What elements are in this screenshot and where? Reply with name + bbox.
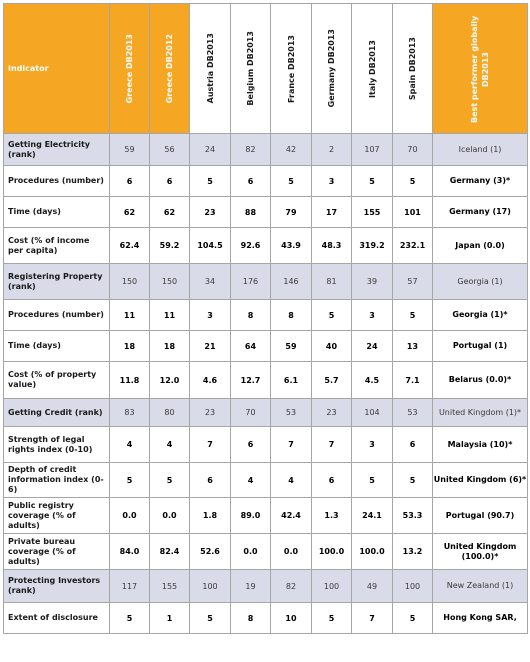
value-cell: 6.1 <box>271 362 312 399</box>
table-row <box>4 228 528 264</box>
value-cell: 70 <box>393 134 433 166</box>
value-cell: 6 <box>231 427 271 463</box>
value-cell: 8 <box>231 300 271 331</box>
indicator-label: Depth of credit information index (0-6) <box>4 463 110 498</box>
value-cell: 100 <box>312 570 352 603</box>
value-cell: 4 <box>271 463 312 498</box>
indicator-label: Procedures (number) <box>4 166 110 197</box>
value-cell: 24 <box>190 134 231 166</box>
value-cell: 146 <box>271 264 312 300</box>
value-cell: 92.6 <box>231 228 271 264</box>
value-cell: 59 <box>110 134 150 166</box>
value-cell: 7 <box>312 427 352 463</box>
value-cell: 4.6 <box>190 362 231 399</box>
category-row <box>4 264 528 300</box>
value-cell: 5 <box>312 300 352 331</box>
value-cell: 52.6 <box>190 534 231 570</box>
value-cell: 104.5 <box>190 228 231 264</box>
value-cell: 24.1 <box>352 498 393 534</box>
value-cell: 7 <box>271 427 312 463</box>
best-performer-cell: Germany (3)* <box>433 166 528 197</box>
value-cell: 5 <box>393 603 433 634</box>
indicator-label: Getting Electricity (rank) <box>4 134 110 166</box>
value-cell: 6 <box>190 463 231 498</box>
column-header-france <box>271 4 312 134</box>
value-cell: 59.2 <box>150 228 190 264</box>
value-cell: 1.3 <box>312 498 352 534</box>
column-header-best-performer <box>433 4 528 134</box>
value-cell: 6 <box>312 463 352 498</box>
column-header-label: Germany DB2013 <box>327 29 336 108</box>
value-cell: 56 <box>150 134 190 166</box>
value-cell: 83 <box>110 399 150 427</box>
value-cell: 150 <box>110 264 150 300</box>
value-cell: 5 <box>393 300 433 331</box>
column-header-label: France DB2013 <box>286 34 296 103</box>
table-row <box>4 300 528 331</box>
value-cell: 155 <box>352 197 393 228</box>
column-header-greece-2012 <box>150 4 190 134</box>
value-cell: 19 <box>231 570 271 603</box>
value-cell: 11 <box>110 300 150 331</box>
value-cell: 40 <box>312 331 352 362</box>
header-row <box>4 4 528 134</box>
value-cell: 117 <box>110 570 150 603</box>
column-header-label: Spain DB2013 <box>408 36 417 101</box>
indicator-label: Time (days) <box>4 197 110 228</box>
category-row <box>4 134 528 166</box>
value-cell: 8 <box>271 300 312 331</box>
value-cell: 80 <box>150 399 190 427</box>
best-performer-cell: United Kingdom (1)* <box>433 399 528 427</box>
best-performer-cell: Portugal (90.7) <box>433 498 528 534</box>
column-header-label: Belgium DB2013 <box>246 31 255 106</box>
column-header-greece-2013 <box>110 4 150 134</box>
table-row <box>4 362 528 399</box>
value-cell: 3 <box>352 300 393 331</box>
table-row <box>4 166 528 197</box>
table-row <box>4 197 528 228</box>
value-cell: 104 <box>352 399 393 427</box>
value-cell: 176 <box>231 264 271 300</box>
value-cell: 101 <box>393 197 433 228</box>
value-cell: 23 <box>312 399 352 427</box>
value-cell: 5 <box>393 463 433 498</box>
value-cell: 12.7 <box>231 362 271 399</box>
best-performer-cell: Malaysia (10)* <box>433 427 528 463</box>
value-cell: 5 <box>110 603 150 634</box>
value-cell: 3 <box>312 166 352 197</box>
value-cell: 8 <box>231 603 271 634</box>
value-cell: 11 <box>150 300 190 331</box>
indicator-label: Registering Property (rank) <box>4 264 110 300</box>
indicator-label: Strength of legal rights index (0-10) <box>4 427 110 463</box>
value-cell: 13 <box>393 331 433 362</box>
best-performer-cell: Iceland (1) <box>433 134 528 166</box>
table-row <box>4 427 528 463</box>
table-row <box>4 603 528 634</box>
value-cell: 6 <box>150 166 190 197</box>
column-header-label: Greece DB2013 <box>125 33 134 104</box>
table-row <box>4 463 528 498</box>
value-cell: 43.9 <box>271 228 312 264</box>
value-cell: 4.5 <box>352 362 393 399</box>
value-cell: 64 <box>231 331 271 362</box>
column-header-label: Italy DB2013 <box>367 39 377 98</box>
value-cell: 4 <box>150 427 190 463</box>
indicator-label: Cost (% of property value) <box>4 362 110 399</box>
best-performer-cell: Belarus (0.0)* <box>433 362 528 399</box>
value-cell: 62.4 <box>110 228 150 264</box>
db-comparison-table <box>3 3 528 634</box>
value-cell: 0.0 <box>271 534 312 570</box>
value-cell: 100 <box>393 570 433 603</box>
column-header-label: Greece DB2012 <box>165 33 174 104</box>
value-cell: 88 <box>231 197 271 228</box>
value-cell: 39 <box>352 264 393 300</box>
value-cell: 23 <box>190 399 231 427</box>
value-cell: 6 <box>110 166 150 197</box>
value-cell: 34 <box>190 264 231 300</box>
value-cell: 1 <box>150 603 190 634</box>
value-cell: 42.4 <box>271 498 312 534</box>
best-performer-cell: Georgia (1) <box>433 264 528 300</box>
value-cell: 5 <box>271 166 312 197</box>
table-row <box>4 331 528 362</box>
value-cell: 3 <box>190 300 231 331</box>
value-cell: 13.2 <box>393 534 433 570</box>
value-cell: 5 <box>352 166 393 197</box>
category-row <box>4 570 528 603</box>
value-cell: 3 <box>352 427 393 463</box>
value-cell: 18 <box>110 331 150 362</box>
value-cell: 155 <box>150 570 190 603</box>
value-cell: 89.0 <box>231 498 271 534</box>
indicator-label: Private bureau coverage (% of adults) <box>4 534 110 570</box>
column-header-austria <box>190 4 231 134</box>
indicator-label: Getting Credit (rank) <box>4 399 110 427</box>
table-row <box>4 534 528 570</box>
value-cell: 4 <box>110 427 150 463</box>
indicator-label: Protecting Investors (rank) <box>4 570 110 603</box>
best-performer-cell: Portugal (1) <box>433 331 528 362</box>
best-performer-cell: Germany (17) <box>433 197 528 228</box>
value-cell: 42 <box>271 134 312 166</box>
value-cell: 62 <box>110 197 150 228</box>
value-cell: 5 <box>190 603 231 634</box>
value-cell: 100 <box>190 570 231 603</box>
best-performer-cell: Japan (0.0) <box>433 228 528 264</box>
value-cell: 5.7 <box>312 362 352 399</box>
value-cell: 5 <box>312 603 352 634</box>
indicator-label: Procedures (number) <box>4 300 110 331</box>
indicator-label: Public registry coverage (% of adults) <box>4 498 110 534</box>
best-performer-cell: Georgia (1)* <box>433 300 528 331</box>
value-cell: 53 <box>393 399 433 427</box>
best-performer-cell: United Kingdom (6)* <box>433 463 528 498</box>
indicator-label: Cost (% of income per capita) <box>4 228 110 264</box>
value-cell: 62 <box>150 197 190 228</box>
value-cell: 5 <box>393 166 433 197</box>
value-cell: 0.0 <box>110 498 150 534</box>
column-header-label: Austria DB2013 <box>205 33 215 104</box>
value-cell: 81 <box>312 264 352 300</box>
category-row <box>4 399 528 427</box>
db-comparison-table-container <box>3 3 528 634</box>
value-cell: 24 <box>352 331 393 362</box>
value-cell: 79 <box>271 197 312 228</box>
value-cell: 10 <box>271 603 312 634</box>
value-cell: 107 <box>352 134 393 166</box>
value-cell: 57 <box>393 264 433 300</box>
value-cell: 5 <box>150 463 190 498</box>
value-cell: 6 <box>231 166 271 197</box>
column-header-label: Best performer globally DB2013 <box>470 14 490 123</box>
value-cell: 59 <box>271 331 312 362</box>
value-cell: 48.3 <box>312 228 352 264</box>
indicator-header: Indicator <box>4 4 110 134</box>
value-cell: 17 <box>312 197 352 228</box>
column-header-germany <box>312 4 352 134</box>
value-cell: 0.0 <box>231 534 271 570</box>
value-cell: 4 <box>231 463 271 498</box>
value-cell: 232.1 <box>393 228 433 264</box>
value-cell: 11.8 <box>110 362 150 399</box>
value-cell: 12.0 <box>150 362 190 399</box>
table-row <box>4 498 528 534</box>
value-cell: 7 <box>352 603 393 634</box>
value-cell: 18 <box>150 331 190 362</box>
value-cell: 7.1 <box>393 362 433 399</box>
value-cell: 82 <box>231 134 271 166</box>
table-body <box>4 134 528 634</box>
value-cell: 2 <box>312 134 352 166</box>
value-cell: 70 <box>231 399 271 427</box>
column-header-spain <box>393 4 433 134</box>
best-performer-cell: New Zealand (1) <box>433 570 528 603</box>
value-cell: 5 <box>352 463 393 498</box>
value-cell: 53 <box>271 399 312 427</box>
value-cell: 49 <box>352 570 393 603</box>
value-cell: 53.3 <box>393 498 433 534</box>
value-cell: 100.0 <box>352 534 393 570</box>
value-cell: 7 <box>190 427 231 463</box>
value-cell: 150 <box>150 264 190 300</box>
value-cell: 21 <box>190 331 231 362</box>
indicator-label: Time (days) <box>4 331 110 362</box>
value-cell: 1.8 <box>190 498 231 534</box>
value-cell: 319.2 <box>352 228 393 264</box>
column-header-belgium <box>231 4 271 134</box>
value-cell: 82 <box>271 570 312 603</box>
indicator-label: Extent of disclosure <box>4 603 110 634</box>
column-header-italy <box>352 4 393 134</box>
value-cell: 6 <box>393 427 433 463</box>
value-cell: 0.0 <box>150 498 190 534</box>
value-cell: 82.4 <box>150 534 190 570</box>
best-performer-cell: Hong Kong SAR, <box>433 603 528 634</box>
value-cell: 23 <box>190 197 231 228</box>
value-cell: 5 <box>190 166 231 197</box>
value-cell: 84.0 <box>110 534 150 570</box>
best-performer-cell: United Kingdom (100.0)* <box>433 534 528 570</box>
value-cell: 5 <box>110 463 150 498</box>
value-cell: 100.0 <box>312 534 352 570</box>
